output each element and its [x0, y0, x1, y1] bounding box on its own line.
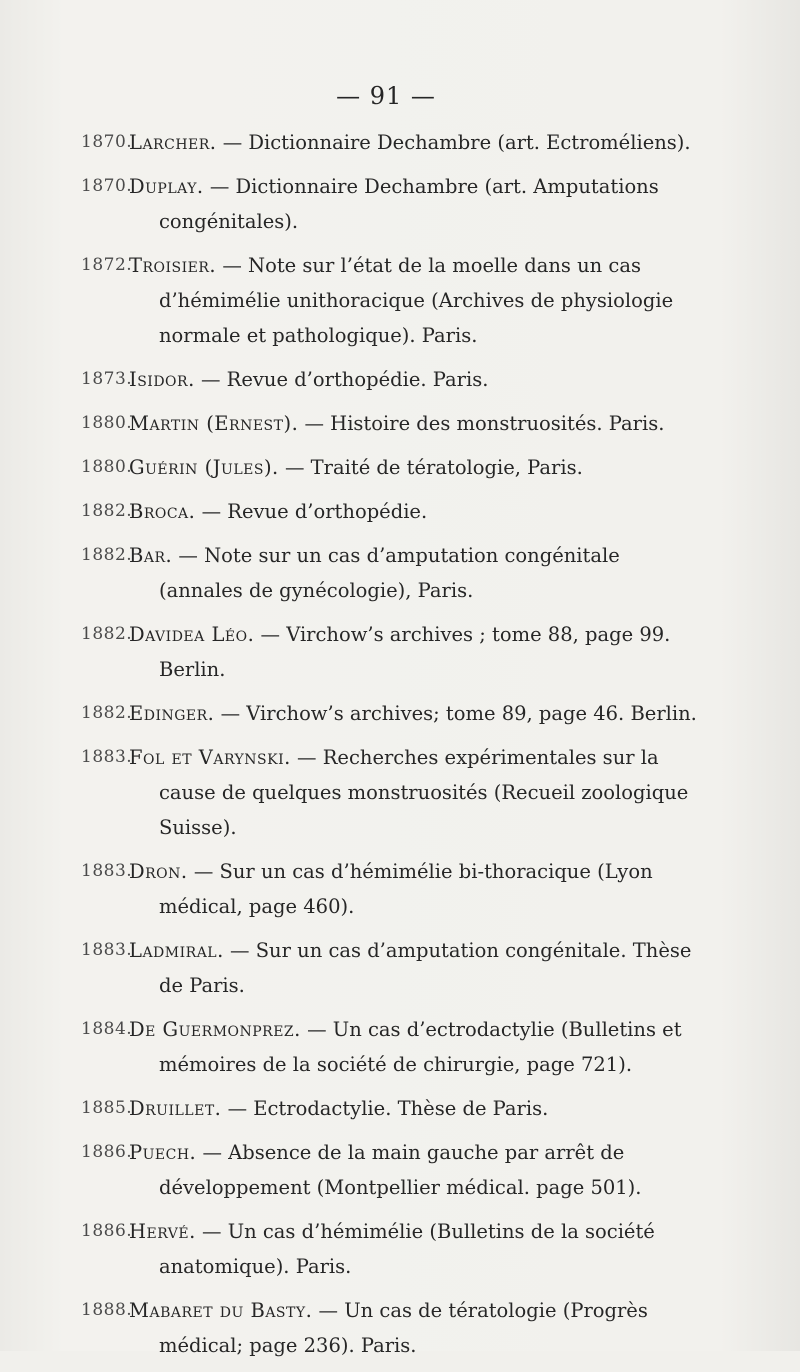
entry-year: 1885.	[81, 1098, 133, 1118]
bibliography-entry	[81, 450, 707, 485]
entry-text: — Recherches expérimentales sur la cause de quelques monstruosités (Recueil zoologique Suisse).	[159, 746, 689, 839]
entry-author: Puech.	[129, 1141, 197, 1164]
entry-text: — Dictionnaire Dechambre (art. Ectroméliens).	[222, 131, 691, 154]
entry-text: — Revue d’orthopédie.	[201, 500, 428, 523]
bibliography-entry	[81, 1214, 707, 1284]
entry-body	[129, 1135, 707, 1205]
entry-body	[129, 696, 707, 731]
entry-author: Martin (Ernest).	[129, 412, 299, 435]
entry-body	[129, 1293, 707, 1363]
entry-text: — Un cas d’hémimélie (Bulletins de la société anatomique). Paris.	[159, 1220, 655, 1278]
entry-author: Larcher.	[129, 131, 217, 154]
bibliography-entry	[81, 1135, 707, 1205]
entry-body	[129, 1214, 707, 1284]
bibliography-entry	[81, 933, 707, 1003]
entry-body	[129, 362, 707, 397]
entry-text: — Un cas de tératologie (Progrès médical; page 236). Paris.	[159, 1299, 648, 1357]
entry-body	[129, 450, 707, 485]
entry-author: Fol et Varynski.	[129, 746, 291, 769]
entry-text: — Ectrodactylie. Thèse de Paris.	[227, 1097, 549, 1120]
entry-author: Troisier.	[129, 254, 217, 277]
page-number: — 91 —	[336, 82, 436, 110]
bibliography-list	[0, 125, 800, 1372]
entry-body	[129, 854, 707, 924]
bibliography-entry	[81, 169, 707, 239]
entry-author: Ladmiral.	[129, 939, 224, 962]
entry-body	[129, 125, 707, 160]
entry-body	[129, 1012, 707, 1082]
bibliography-entry	[81, 248, 707, 353]
entry-text: — Sur un cas d’hémimélie bi-thoracique (Lyon médical, page 460).	[159, 860, 653, 918]
entry-author: Duplay.	[129, 175, 204, 198]
entry-text: — Un cas d’ectrodactylie (Bulletins et mémoires de la société de chirurgie, page 721).	[159, 1018, 682, 1076]
entry-year: 1884.	[81, 1019, 133, 1039]
bibliography-entry	[81, 1012, 707, 1082]
entry-year: 1882.	[81, 501, 133, 521]
entry-author: Edinger.	[129, 702, 215, 725]
entry-year: 1873.	[81, 369, 133, 389]
bibliography-entry	[81, 1091, 707, 1126]
entry-year: 1872.	[81, 255, 133, 275]
entry-year: 1880.	[81, 413, 133, 433]
entry-year: 1886.	[81, 1221, 133, 1241]
entry-author: Bar.	[129, 544, 173, 567]
bibliography-entry	[81, 538, 707, 608]
bibliography-entry	[81, 617, 707, 687]
entry-author: Davidea Léo.	[129, 623, 255, 646]
entry-body	[129, 406, 707, 441]
entry-author: De Guermonprez.	[129, 1018, 301, 1041]
entry-body	[129, 1091, 707, 1126]
bibliography-entry	[81, 696, 707, 731]
entry-body	[129, 617, 707, 687]
entry-body	[129, 494, 707, 529]
bibliography-entry	[81, 854, 707, 924]
entry-year: 1882.	[81, 703, 133, 723]
entry-body	[129, 933, 707, 1003]
entry-year: 1870.	[81, 176, 133, 196]
entry-author: Guérin (Jules).	[129, 456, 279, 479]
entry-text: — Virchow’s archives ; tome 88, page 99. Berlin.	[159, 623, 671, 681]
entry-body	[129, 169, 707, 239]
bibliography-entry	[81, 740, 707, 845]
entry-body	[129, 740, 707, 845]
entry-text: — Traité de tératologie, Paris.	[284, 456, 583, 479]
entry-text: — Virchow’s archives; tome 89, page 46. Berlin.	[220, 702, 697, 725]
entry-body	[129, 538, 707, 608]
entry-year: 1886.	[81, 1142, 133, 1162]
bibliography-entry	[81, 125, 707, 160]
bibliography-entry	[81, 406, 707, 441]
entry-year: 1883.	[81, 940, 133, 960]
entry-author: Broca.	[129, 500, 196, 523]
entry-author: Isidor.	[129, 368, 195, 391]
entry-year: 1882.	[81, 545, 133, 565]
bibliography-entry	[81, 1293, 707, 1363]
entry-year: 1880.	[81, 457, 133, 477]
entry-text: — Dictionnaire Dechambre (art. Amputations congénitales).	[159, 175, 659, 233]
entry-author: Mabaret du Basty.	[129, 1299, 313, 1322]
bibliography-entry	[81, 494, 707, 529]
entry-text: — Sur un cas d’amputation congénitale. Thèse de Paris.	[159, 939, 692, 997]
entry-text: — Histoire des monstruosités. Paris.	[304, 412, 665, 435]
bibliography-entry	[81, 362, 707, 397]
entry-author: Dron.	[129, 860, 188, 883]
entry-body	[129, 248, 707, 353]
entry-text: — Note sur un cas d’amputation congénitale (annales de gynécologie), Paris.	[159, 544, 620, 602]
entry-author: Druillet.	[129, 1097, 222, 1120]
entry-year: 1870.	[81, 132, 133, 152]
entry-year: 1882.	[81, 624, 133, 644]
entry-author: Hervé.	[129, 1220, 196, 1243]
entry-text: — Revue d’orthopédie. Paris.	[200, 368, 489, 391]
entry-text: — Absence de la main gauche par arrêt de développement (Montpellier médical. page 501).	[159, 1141, 642, 1199]
entry-year: 1888.	[81, 1300, 133, 1320]
entry-year: 1883.	[81, 747, 133, 767]
entry-year: 1883.	[81, 861, 133, 881]
entry-text: — Note sur l’état de la moelle dans un cas d’hémimélie unithoracique (Archives de physiologie normale et pathologique). Paris.	[159, 254, 674, 347]
